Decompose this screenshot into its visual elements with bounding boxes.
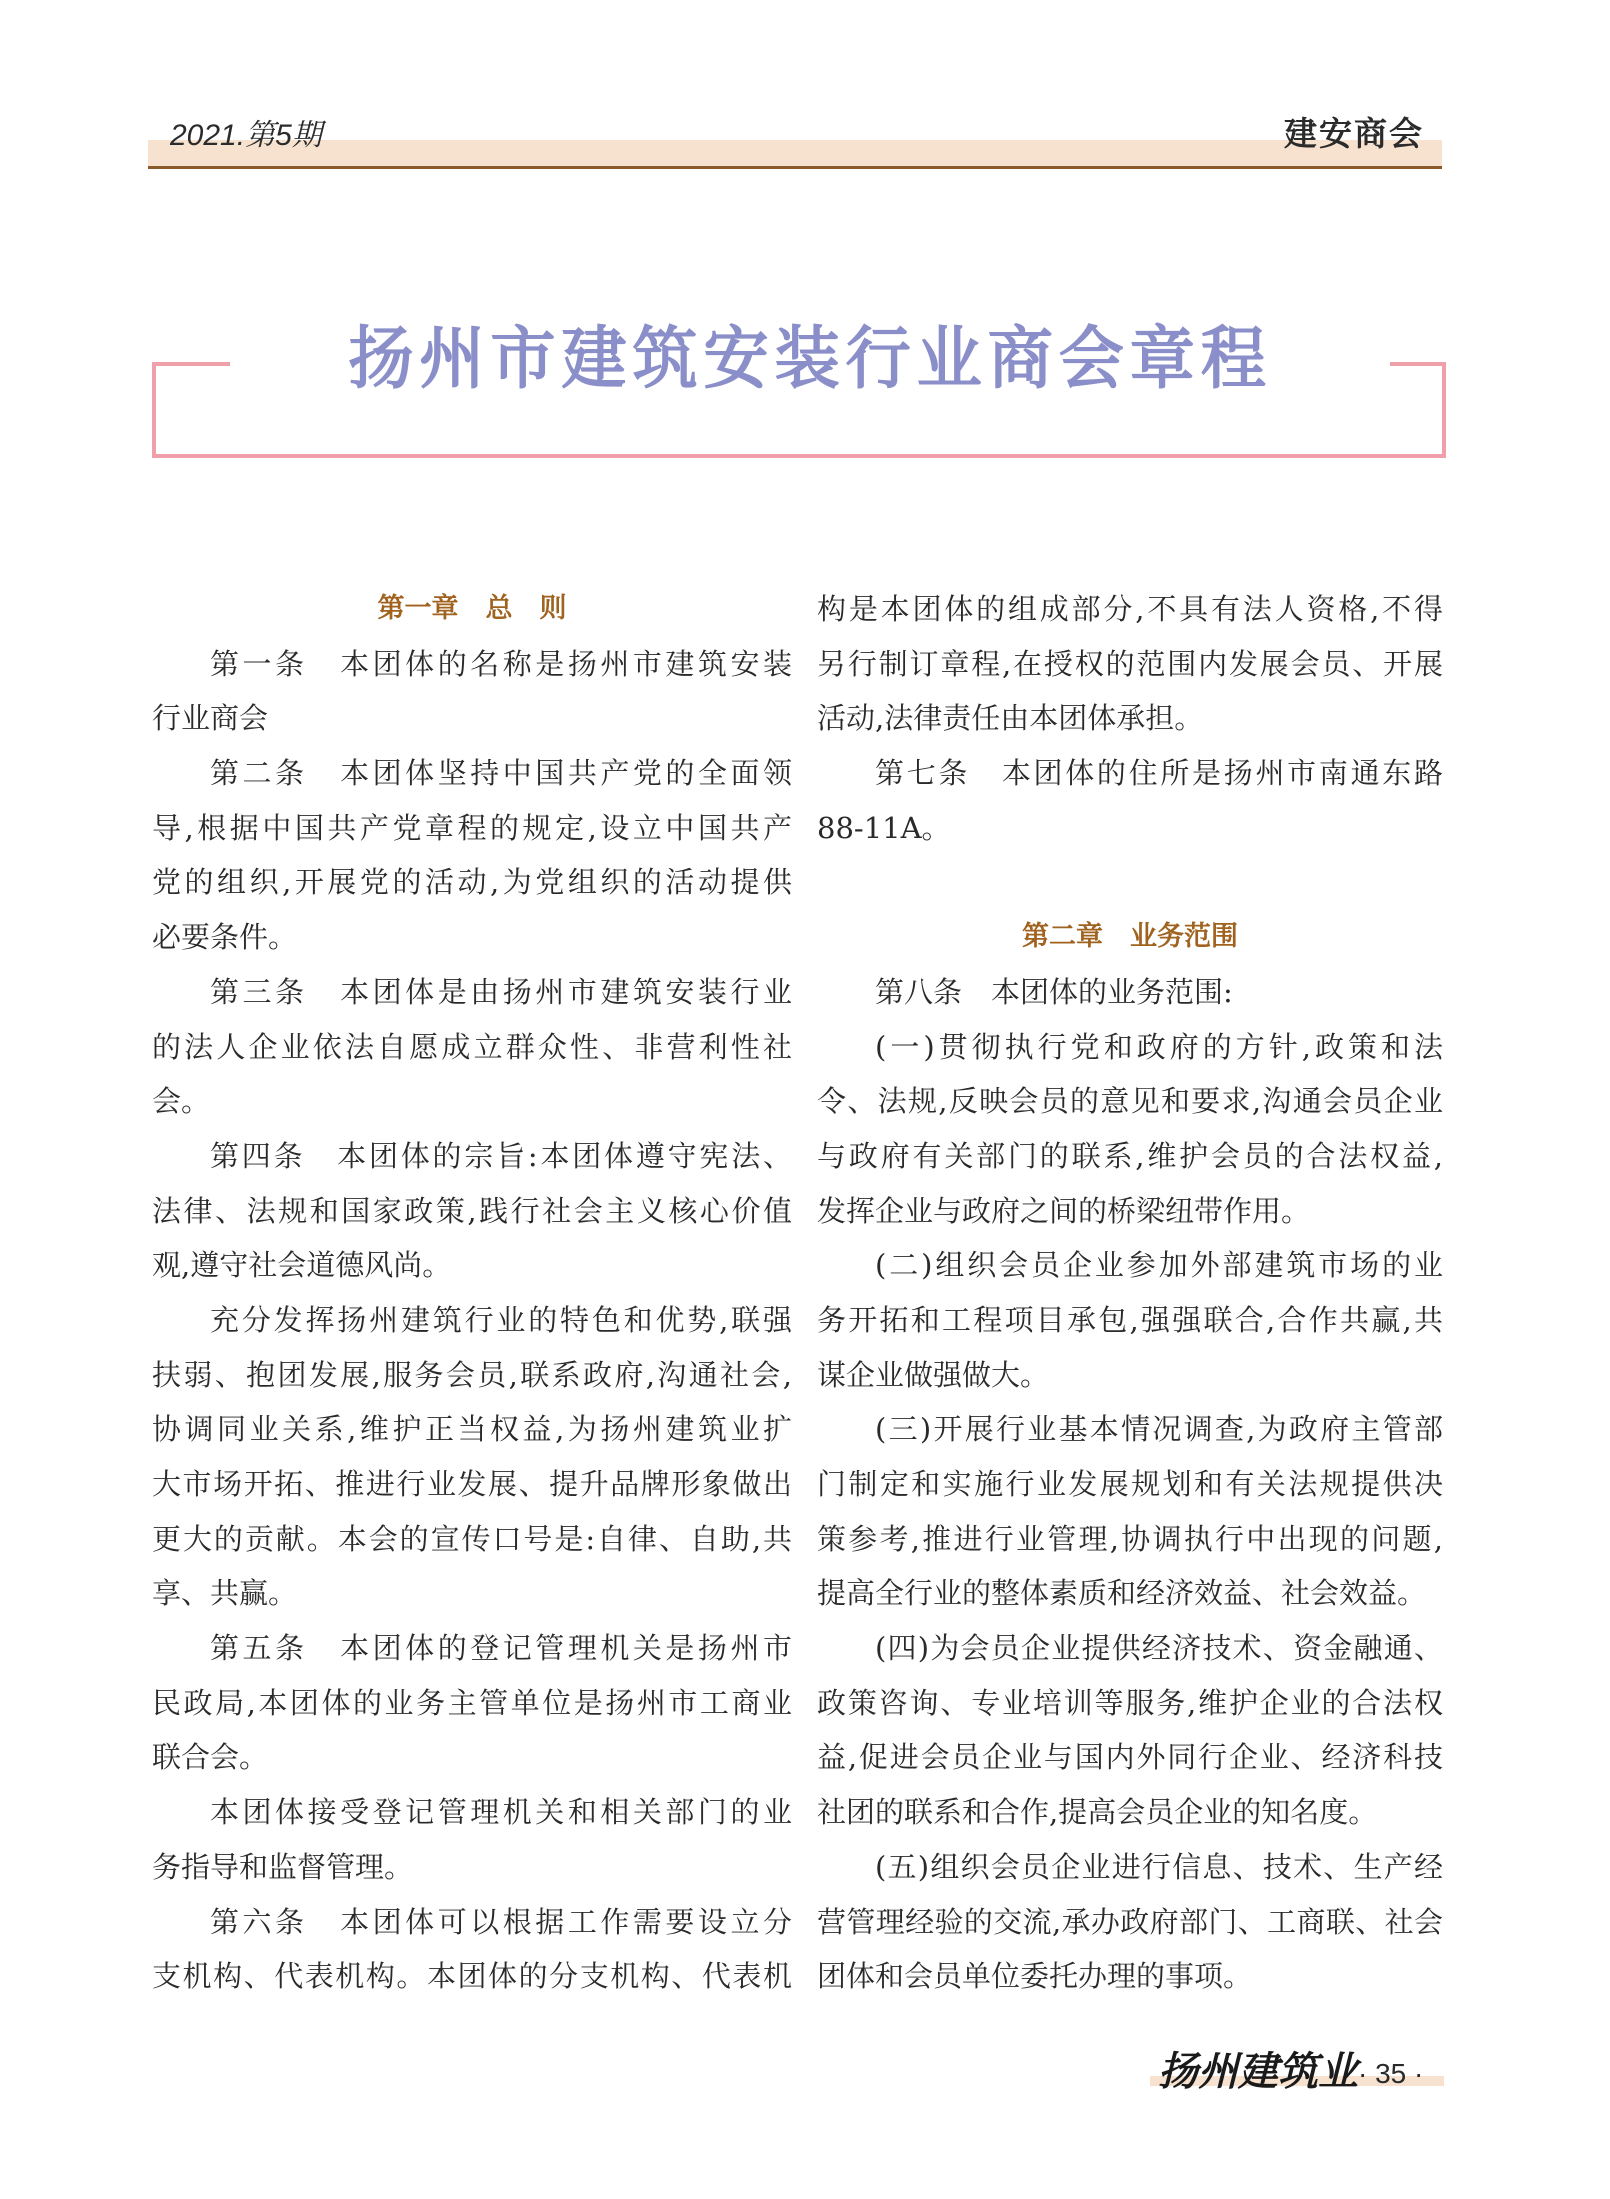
- text-line: 发挥企业与政府之间的桥梁纽带作用。: [817, 1193, 1311, 1228]
- left-column: [152, 582, 792, 2004]
- text-line: 会。: [152, 1084, 211, 1119]
- text-line: 第五条 本团体的登记管理机关是扬州市: [210, 1631, 792, 1666]
- text-line: (二)组织会员企业参加外部建筑市场的业: [875, 1248, 1443, 1283]
- text-line: 第八条 本团体的业务范围:: [875, 974, 1233, 1009]
- text-line: (三)开展行业基本情况调查,为政府主管部: [875, 1412, 1443, 1447]
- text-line: 提高全行业的整体素质和经济效益、社会效益。: [817, 1576, 1427, 1611]
- text-line: 策参考,推进行业管理,协调执行中出现的问题,: [817, 1521, 1443, 1556]
- text-line: 民政局,本团体的业务主管单位是扬州市工商业: [152, 1685, 792, 1720]
- article-title: 扬州市建筑安装行业商会章程: [348, 320, 1272, 399]
- text-line: 社团的联系和合作,提高会员企业的知名度。: [817, 1795, 1378, 1830]
- title-frame-right-segment: [1390, 362, 1442, 366]
- text-line: 享、共赢。: [152, 1576, 298, 1611]
- title-frame-left-segment: [152, 362, 230, 366]
- text-line: 谋企业做强做大。: [817, 1357, 1050, 1392]
- text-line: 的法人企业依法自愿成立群众性、非营利性社: [152, 1029, 792, 1064]
- text-line: 协调同业关系,维护正当权益,为扬州建筑业扩: [152, 1412, 792, 1447]
- chapter-heading: 第一章 总 则: [377, 593, 567, 624]
- text-line: (一)贯彻执行党和政府的方针,政策和法: [875, 1029, 1443, 1064]
- text-line: 另行制订章程,在授权的范围内发展会员、开展: [817, 646, 1443, 681]
- text-line: 扶弱、抱团发展,服务会员,联系政府,沟通社会,: [152, 1357, 792, 1392]
- text-line: 务指导和监督管理。: [152, 1849, 414, 1884]
- text-line: 联合会。: [152, 1740, 269, 1775]
- text-line: 第三条 本团体是由扬州市建筑安装行业: [210, 974, 792, 1009]
- text-line: 营管理经验的交流,承办政府部门、工商联、社会: [817, 1904, 1443, 1939]
- text-line: 门制定和实施行业发展规划和有关法规提供决: [817, 1467, 1443, 1501]
- text-line: 观,遵守社会道德风尚。: [152, 1248, 452, 1283]
- text-line: 充分发挥扬州建筑行业的特色和优势,联强: [210, 1302, 792, 1337]
- text-line: 支机构、代表机构。本团体的分支机构、代表机: [152, 1959, 792, 1994]
- text-line: (五)组织会员企业进行信息、技术、生产经: [875, 1849, 1443, 1884]
- text-line: 法律、法规和国家政策,践行社会主义核心价值: [152, 1193, 792, 1228]
- text-line: 第一条 本团体的名称是扬州市建筑安装: [210, 646, 792, 681]
- issue-label: 2021.第5期: [170, 119, 322, 152]
- header-band: [148, 140, 1442, 169]
- text-line: 行业商会: [152, 701, 269, 736]
- column-label: 建安商会: [1284, 114, 1424, 153]
- text-line: 团体和会员单位委托办理的事项。: [817, 1959, 1253, 1994]
- text-line: 第四条 本团体的宗旨:本团体遵守宪法、: [210, 1138, 792, 1173]
- text-line: 构是本团体的组成部分,不具有法人资格,不得: [817, 592, 1443, 626]
- text-line: 必要条件。: [152, 920, 298, 955]
- text-line: (四)为会员企业提供经济技术、资金融通、: [875, 1631, 1443, 1666]
- text-line: 益,促进会员企业与国内外同行企业、经济科技: [817, 1740, 1443, 1775]
- blank-line: [817, 855, 1443, 910]
- page-number: · 35 ·: [1358, 2058, 1424, 2089]
- text-line: 导,根据中国共产党章程的规定,设立中国共产: [152, 810, 792, 845]
- right-column: [817, 582, 1443, 2004]
- publication-logo: 扬州建筑业: [1158, 2048, 1358, 2095]
- text-line: 更大的贡献。本会的宣传口号是:自律、自助,共: [152, 1521, 792, 1556]
- text-line: 大市场开拓、推进行业发展、提升品牌形象做出: [152, 1467, 792, 1501]
- text-line: 令、法规,反映会员的意见和要求,沟通会员企业: [817, 1084, 1443, 1119]
- text-line: 本团体接受登记管理机关和相关部门的业: [210, 1795, 792, 1830]
- chapter-heading: 第二章 业务范围: [1022, 921, 1238, 953]
- text-line: 务开拓和工程项目承包,强强联合,合作共赢,共: [817, 1302, 1443, 1337]
- text-line: 88-11A。: [817, 810, 951, 845]
- text-line: 第六条 本团体可以根据工作需要设立分: [210, 1904, 792, 1939]
- text-line: 活动,法律责任由本团体承担。: [817, 701, 1204, 736]
- text-line: 党的组织,开展党的活动,为党组织的活动提供: [152, 865, 792, 900]
- text-line: 与政府有关部门的联系,维护会员的合法权益,: [817, 1138, 1443, 1173]
- text-line: 第七条 本团体的住所是扬州市南通东路: [875, 756, 1443, 791]
- text-line: 政策咨询、专业培训等服务,维护企业的合法权: [817, 1685, 1443, 1720]
- text-line: 第二条 本团体坚持中国共产党的全面领: [210, 756, 792, 791]
